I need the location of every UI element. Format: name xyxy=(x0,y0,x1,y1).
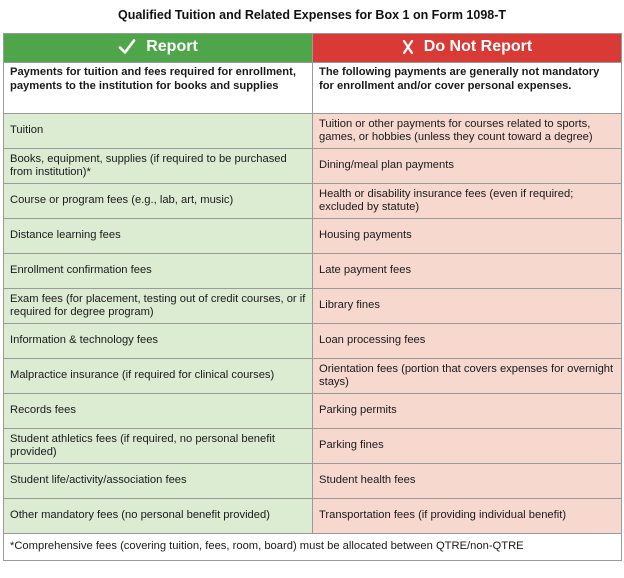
report-item: Distance learning fees xyxy=(4,219,313,254)
report-item: Malpractice insurance (if required for clinical courses) xyxy=(4,359,313,394)
table-row xyxy=(4,219,622,254)
footnote-row xyxy=(4,534,622,561)
do-not-report-item: Health or disability insurance fees (even if required; excluded by statute) xyxy=(313,184,622,219)
do-not-report-item: Parking permits xyxy=(313,394,622,429)
header-row xyxy=(4,34,622,63)
report-header xyxy=(4,34,313,63)
x-icon xyxy=(402,39,414,55)
report-item: Books, equipment, supplies (if required to be purchased from institution)* xyxy=(4,149,313,184)
do-not-report-item: Student health fees xyxy=(313,464,622,499)
expenses-table xyxy=(3,33,622,561)
report-item: Information & technology fees xyxy=(4,324,313,359)
report-item: Student athletics fees (if required, no personal benefit provided) xyxy=(4,429,313,464)
do-not-report-item: Transportation fees (if providing individual benefit) xyxy=(313,499,622,534)
report-header-label: Report xyxy=(146,38,198,55)
do-not-report-item: Tuition or other payments for courses related to sports, games, or hobbies (unless they count toward a degree) xyxy=(313,114,622,149)
report-item: Records fees xyxy=(4,394,313,429)
table-row xyxy=(4,464,622,499)
do-not-report-item: Orientation fees (portion that covers expenses for overnight stays) xyxy=(313,359,622,394)
check-icon xyxy=(118,38,136,56)
table-row xyxy=(4,149,622,184)
report-item: Exam fees (for placement, testing out of credit courses, or if required for degree program) xyxy=(4,289,313,324)
do-not-report-header-label: Do Not Report xyxy=(423,38,533,55)
table-row xyxy=(4,394,622,429)
do-not-report-description: The following payments are generally not mandatory for enrollment and/or cover personal expenses. xyxy=(313,63,622,114)
table-row xyxy=(4,429,622,464)
do-not-report-item: Dining/meal plan payments xyxy=(313,149,622,184)
page-title: Qualified Tuition and Related Expenses for Box 1 on Form 1098-T xyxy=(117,8,507,22)
do-not-report-item: Library fines xyxy=(313,289,622,324)
table-row xyxy=(4,184,622,219)
table-row xyxy=(4,289,622,324)
report-item: Enrollment confirmation fees xyxy=(4,254,313,289)
table-row xyxy=(4,114,622,149)
do-not-report-item: Housing payments xyxy=(313,219,622,254)
table-row xyxy=(4,254,622,289)
report-item: Course or program fees (e.g., lab, art, music) xyxy=(4,184,313,219)
do-not-report-item: Loan processing fees xyxy=(313,324,622,359)
report-item: Student life/activity/association fees xyxy=(4,464,313,499)
do-not-report-header xyxy=(313,34,622,63)
report-item: Tuition xyxy=(4,114,313,149)
footnote: *Comprehensive fees (covering tuition, fees, room, board) must be allocated between QTRE/non-QTRE xyxy=(4,534,622,561)
report-description: Payments for tuition and fees required for enrollment, payments to the institution for books and supplies xyxy=(4,63,313,114)
table-row xyxy=(4,359,622,394)
table-row xyxy=(4,499,622,534)
do-not-report-item: Parking fines xyxy=(313,429,622,464)
table-row xyxy=(4,324,622,359)
description-row xyxy=(4,63,622,114)
report-item: Other mandatory fees (no personal benefit provided) xyxy=(4,499,313,534)
do-not-report-item: Late payment fees xyxy=(313,254,622,289)
